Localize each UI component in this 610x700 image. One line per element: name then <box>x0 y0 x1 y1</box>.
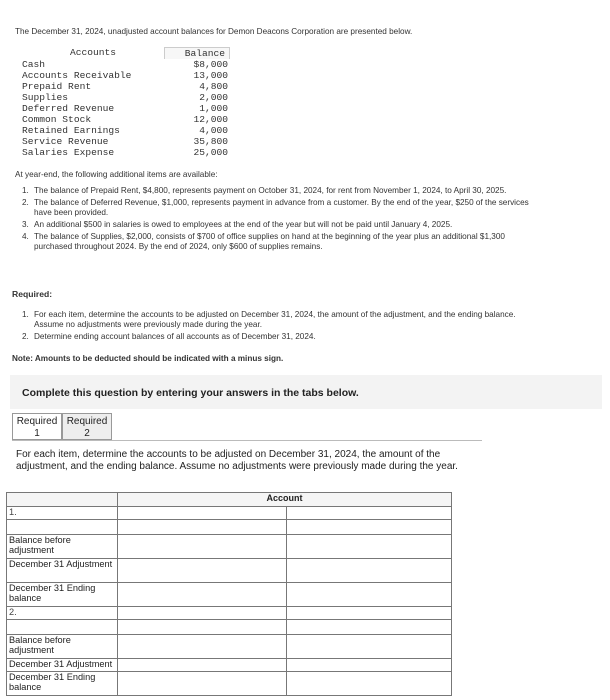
balance-row: Salaries Expense 25,000 <box>22 147 228 158</box>
row-label: Balance before adjustment <box>7 635 118 659</box>
balance-row: Prepaid Rent 4,800 <box>22 81 228 92</box>
row-label: December 31 Ending balance <box>7 583 118 607</box>
account-column-header: Account <box>118 493 452 507</box>
balance-row: Deferred Revenue 1,000 <box>22 103 228 114</box>
additional-items-intro: At year-end, the following additional items are available: <box>15 170 218 179</box>
list-item: 1. The balance of Prepaid Rent, $4,800, represents payment on October 31, 2024, for rent from November 1, 2024, to April 30, 2025. <box>22 186 507 195</box>
tab-required-2[interactable]: Required 2 <box>62 413 112 440</box>
balance-row: Retained Earnings 4,000 <box>22 125 228 136</box>
item-number: 2. <box>7 607 118 620</box>
accounts-header: Accounts <box>69 47 117 58</box>
item-number: 1. <box>7 507 118 520</box>
amount-input[interactable] <box>118 535 287 559</box>
account-select[interactable] <box>118 620 287 635</box>
row-label: December 31 Adjustment <box>7 659 118 672</box>
row-label: December 31 Ending balance <box>7 672 118 696</box>
required-tabs <box>12 413 112 440</box>
row-label: December 31 Adjustment <box>7 559 118 583</box>
note-text: Note: Amounts to be deducted should be indicated with a minus sign. <box>12 354 284 363</box>
account-select[interactable] <box>287 507 452 520</box>
list-item: 2. Determine ending account balances of all accounts as of December 31, 2024. <box>22 332 316 341</box>
account-select[interactable] <box>118 607 287 620</box>
amount-input[interactable] <box>287 559 452 583</box>
amount-input[interactable] <box>287 672 452 696</box>
account-select[interactable] <box>287 607 452 620</box>
adjustment-table <box>6 492 452 696</box>
tab-instruction: For each item, determine the accounts to be adjusted on December 31, 2024, the amount of the adjustment, and the ending balance. Assume no adjustments were previously made during the year. <box>16 449 458 472</box>
additional-items-list <box>22 186 532 254</box>
balance-row: Service Revenue 35,800 <box>22 136 228 147</box>
account-select[interactable] <box>118 520 287 535</box>
tab-divider <box>12 440 482 441</box>
amount-input[interactable] <box>287 583 452 607</box>
balance-row: Common Stock 12,000 <box>22 114 228 125</box>
account-select[interactable] <box>287 620 452 635</box>
balance-header: Balance <box>164 47 230 59</box>
amount-input[interactable] <box>118 659 287 672</box>
amount-input[interactable] <box>287 659 452 672</box>
unadjusted-balances <box>22 47 230 158</box>
amount-input[interactable] <box>118 559 287 583</box>
amount-input[interactable] <box>118 672 287 696</box>
complete-text: Complete this question by entering your answers in the tabs below. <box>22 387 359 399</box>
amount-input[interactable] <box>287 635 452 659</box>
list-item: 1. For each item, determine the accounts to be adjusted on December 31, 2024, the amount of the adjustment, and the ending balance. Assume no adjustments were previously made during the year. <box>22 310 516 329</box>
intro-text: The December 31, 2024, unadjusted account balances for Demon Deacons Corporation are presented below. <box>15 27 413 36</box>
row-label: Balance before adjustment <box>7 535 118 559</box>
required-heading: Required: <box>12 289 53 299</box>
tab-required-1[interactable]: Required 1 <box>12 413 62 440</box>
account-select[interactable] <box>118 507 287 520</box>
amount-input[interactable] <box>287 535 452 559</box>
list-item: 4. The balance of Supplies, $2,000, consists of $700 of office supplies on hand at the beginning of the year plus an additional $1,300 purchased throughout 2024. By the end of 2024, only $600 of supplies remains. <box>22 232 505 251</box>
balance-row: Accounts Receivable 13,000 <box>22 70 228 81</box>
list-item: 3. An additional $500 in salaries is owed to employees at the end of the year but will not be paid until January 4, 2025. <box>22 220 453 229</box>
required-list <box>22 310 532 344</box>
amount-input[interactable] <box>118 635 287 659</box>
list-item: 2. The balance of Deferred Revenue, $1,000, represents payment in advance from a customer. By the end of the year, $250 of the services have been provided. <box>22 198 529 217</box>
amount-input[interactable] <box>118 583 287 607</box>
complete-banner <box>10 375 602 409</box>
account-select[interactable] <box>287 520 452 535</box>
balance-row: Supplies 2,000 <box>22 92 228 103</box>
balance-row: Cash $8,000 <box>22 59 228 70</box>
